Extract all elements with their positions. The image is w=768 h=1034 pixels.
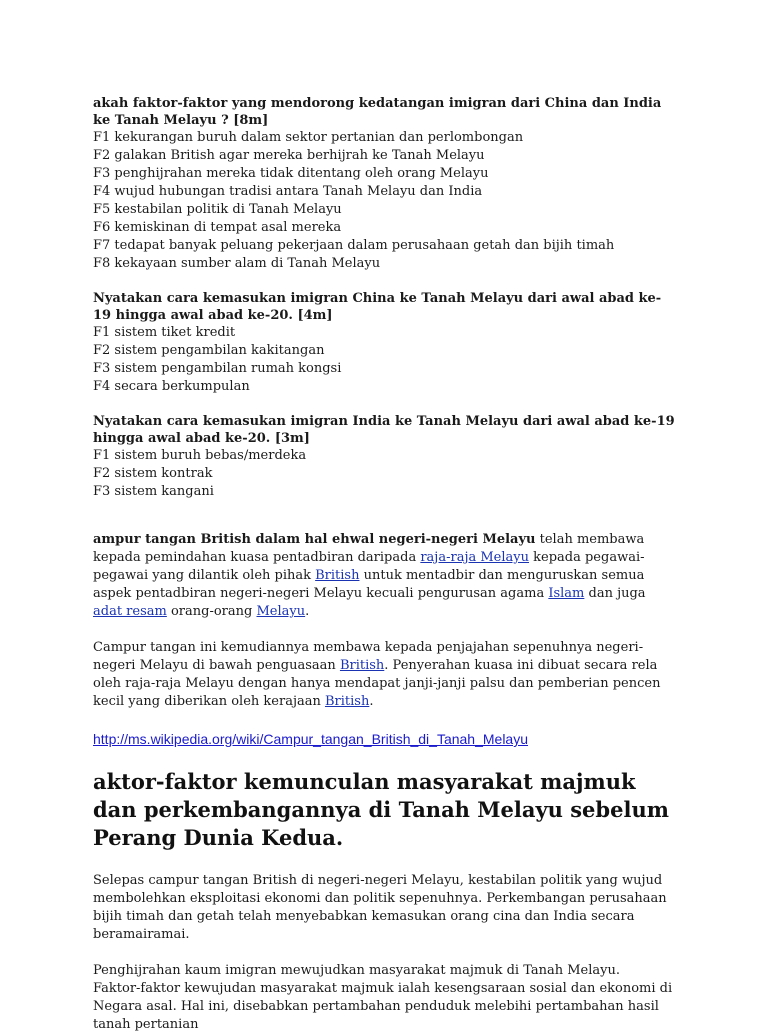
answer-item: F5 kestabilan politik di Tanah Melayu — [93, 202, 342, 217]
link-raja-raja-melayu[interactable]: raja-raja Melayu — [420, 550, 529, 565]
answer-item: F6 kemiskinan di tempat asal mereka — [93, 220, 342, 235]
answer-item: F3 sistem pengambilan rumah kongsi — [93, 361, 342, 376]
paragraph-text: untuk mentadbir dan menguruskan semua aspek pentadbiran negeri-negeri Melayu kecuali pengurusan agama — [93, 568, 645, 601]
answer-item: F3 penghijrahan mereka tidak ditentang oleh orang Melayu — [93, 166, 489, 181]
question-1: akah faktor-faktor yang mendorong kedatangan imigran dari China dan India ke Tanah Melayu ? [8m] — [93, 96, 662, 128]
answer-item: F2 galakan British agar mereka berhijrah ke Tanah Melayu — [93, 148, 485, 163]
wikipedia-source-link[interactable]: http://ms.wikipedia.org/wiki/Campur_tangan_British_di_Tanah_Melayu — [93, 731, 529, 747]
answer-item: F1 sistem tiket kredit — [93, 325, 236, 340]
answer-item: F3 sistem kangani — [93, 484, 214, 499]
link-british[interactable]: British — [339, 658, 385, 673]
question-3: Nyatakan cara kemasukan imigran India ke Tanah Melayu dari awal abad ke-19 hingga awal abad ke-20. [3m] — [93, 414, 675, 446]
paragraph-text: . — [305, 604, 310, 619]
answer-item: F1 sistem buruh bebas/merdeka — [93, 448, 307, 463]
answer-item: F8 kekayaan sumber alam di Tanah Melayu — [93, 256, 381, 271]
link-adat-resam[interactable]: adat resam — [93, 604, 167, 619]
answer-item: F2 sistem pengambilan kakitangan — [93, 343, 325, 358]
paragraph-text: dan juga — [584, 586, 646, 601]
question-2: Nyatakan cara kemasukan imigran China ke Tanah Melayu dari awal abad ke-19 hingga awal abad ke-20. [4m] — [93, 291, 662, 323]
paragraph-text: orang-orang — [166, 604, 257, 619]
paragraph-text: telah membawa kepada pemindahan kuasa pentadbiran daripada — [93, 532, 645, 565]
link-islam[interactable]: Islam — [548, 586, 585, 601]
document-body — [93, 95, 678, 1034]
paragraph-campur-tangan — [93, 531, 678, 621]
paragraph-bold-lead: ampur tangan British dalam hal ehwal negeri-negeri Melayu — [93, 532, 536, 547]
paragraph-text: . — [369, 694, 374, 709]
answer-item: F4 secara berkumpulan — [93, 379, 250, 394]
answer-item: F1 kekurangan buruh dalam sektor pertanian dan perlombongan — [93, 130, 524, 145]
paragraph-text: . Penyerahan kuasa ini dibuat secara rela oleh raja-raja Melayu dengan hanya mendapat janji-janji palsu dan pemberian pencen kecil yang diberikan oleh kerajaan — [93, 658, 661, 709]
answer-item: F2 sistem kontrak — [93, 466, 213, 481]
answer-item: F4 wujud hubungan tradisi antara Tanah Melayu dan India — [93, 184, 483, 199]
paragraph-penjajahan — [93, 639, 678, 711]
paragraph-text: Campur tangan ini kemudiannya membawa kepada penjajahan sepenuhnya negeri-negeri Melayu di bawah penguasaan — [93, 640, 644, 673]
paragraph-penghijrahan: Penghijrahan kaum imigran mewujudkan masyarakat majmuk di Tanah Melayu. — [93, 963, 621, 978]
paragraph-faktor-kewujudan: Faktor-faktor kewujudan masyarakat majmuk ialah kesengsaraan sosial dan ekonomi di Negara asal. Hal ini, disebabkan pertambahan penduduk melebihi pertambahan hasil tanah pertanian — [93, 981, 673, 1032]
paragraph-text: kepada pegawai-pegawai yang dilantik oleh pihak — [93, 550, 645, 583]
section-heading: aktor-faktor kemunculan masyarakat majmuk dan perkembangannya di Tanah Melayu sebelum Perang Dunia Kedua. — [93, 769, 669, 850]
link-british[interactable]: British — [324, 694, 370, 709]
link-british[interactable]: British — [315, 568, 360, 583]
link-melayu[interactable]: Melayu — [256, 604, 306, 619]
paragraph-selepas: Selepas campur tangan British di negeri-negeri Melayu, kestabilan politik yang wujud membolehkan eksploitasi ekonomi dan politik sepenuhnya. Perkembangan perusahaan bijih timah dan getah telah menyebabkan kemasukan orang cina dan India secara beramairamai. — [93, 873, 667, 942]
answer-item: F7 tedapat banyak peluang pekerjaan dalam perusahaan getah dan bijih timah — [93, 238, 615, 253]
